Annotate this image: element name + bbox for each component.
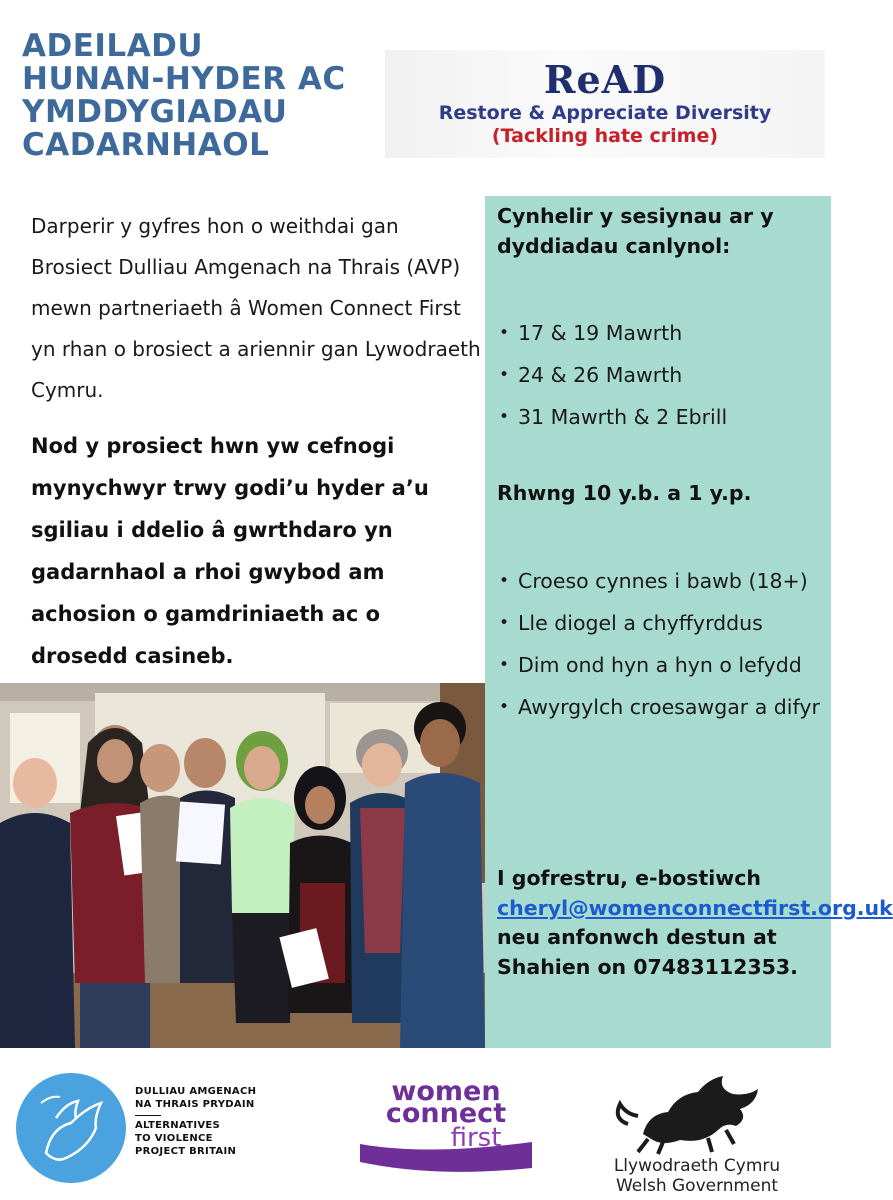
session-date: • 24 & 26 Mawrth <box>497 354 827 396</box>
register-middle: neu anfonwch destun at Shahien on <box>497 925 777 979</box>
title-line-4: CADARNHAOL <box>22 127 270 163</box>
title-line-3: YMDDYGIADAU <box>22 94 288 130</box>
avp-divider <box>135 1115 161 1116</box>
read-logo-name: ReAD <box>543 57 667 102</box>
email-link[interactable]: cheryl@womenconnectfirst.org.uk <box>497 895 893 920</box>
session-date: • 17 & 19 Mawrth <box>497 312 827 354</box>
welsh-government-logo <box>608 1064 786 1194</box>
avp-logo-text <box>135 1085 256 1158</box>
feature-item: • Lle diogel a chyffyrddus <box>497 608 827 638</box>
session-time: Rhwng 10 y.b. a 1 y.p. <box>497 481 752 505</box>
avp-english-line-2: TO VIOLENCE <box>135 1133 213 1144</box>
avp-english-line-1: ALTERNATIVES <box>135 1120 221 1131</box>
gov-welsh-name: Llywodraeth Cymru <box>613 1156 781 1176</box>
feature-item: • Croeso cynnes i bawb (18+) <box>497 566 827 596</box>
features-list <box>497 566 827 734</box>
feature-item: • Awyrgylch croesawgar a difyr <box>497 692 827 722</box>
read-logo <box>385 50 825 158</box>
sessions-heading: Cynhelir y sesiynau ar y dyddiadau canlynol: <box>497 204 774 258</box>
avp-logo <box>16 1073 126 1183</box>
wcf-connect: connect <box>385 1098 507 1129</box>
avp-english-line-3: PROJECT BRITAIN <box>135 1146 237 1157</box>
read-logo-tagline: (Tackling hate crime) <box>491 125 719 147</box>
aim-paragraph: Nod y prosiect hwn yw cefnogi mynychwyr trwy godi’u hyder a’u sgiliau i ddelio â gwrthdaro yn gadarnhaol a rhoi gwybod am achosion o gamdriniaeth ac o drosedd casineb. <box>31 434 429 668</box>
women-connect-first-logo <box>356 1078 536 1178</box>
page-title <box>22 30 402 162</box>
gov-english-name: Welsh Government <box>615 1176 779 1196</box>
avp-welsh-line-1: DULLIAU AMGENACH <box>135 1086 257 1097</box>
wcf-first: first <box>450 1123 502 1153</box>
avp-welsh-line-2: NA THRAIS PRYDAIN <box>135 1099 255 1110</box>
read-logo-subtitle: Restore & Appreciate Diversity <box>438 102 772 124</box>
welsh-government-text <box>608 1156 786 1196</box>
footer-logos <box>0 1048 831 1200</box>
group-photo-illustration <box>0 683 485 1048</box>
feature-item: • Dim ond hyn a hyn o lefydd <box>497 650 827 680</box>
phone-number: 07483112353. <box>633 954 798 979</box>
welsh-dragon-icon <box>608 1064 786 1156</box>
intro-paragraph: Darperir y gyfres hon o weithdai gan Brosiect Dulliau Amgenach na Thrais (AVP) mewn partneriaeth â Women Connect First yn rhan o brosiect a ariennir gan Lywodraeth Cymru. <box>31 214 481 402</box>
title-line-2: HUNAN-HYDER AC <box>22 61 346 97</box>
title-line-1: ADEILADU <box>22 28 204 64</box>
register-prefix: I gofrestru, e-bostiwch <box>497 866 761 890</box>
wcf-women: women <box>391 1076 501 1107</box>
registration-info <box>497 864 893 982</box>
session-dates-list <box>497 312 827 438</box>
dove-hand-icon <box>16 1073 126 1183</box>
session-date: • 31 Mawrth & 2 Ebrill <box>497 396 827 438</box>
group-photo <box>0 683 485 1048</box>
session-info-panel <box>485 196 893 1048</box>
